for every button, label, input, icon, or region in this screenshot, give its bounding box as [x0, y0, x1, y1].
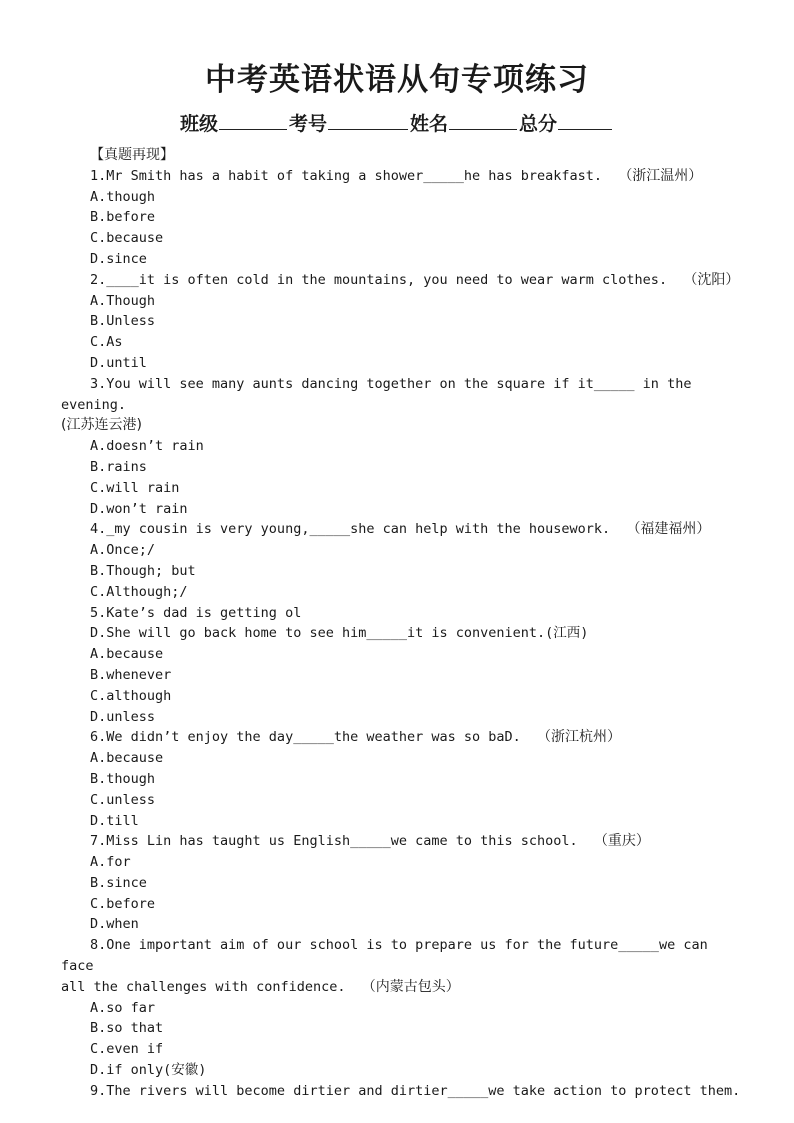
- option: C.As: [90, 334, 123, 351]
- score-blank[interactable]: [558, 111, 612, 130]
- option: C.although: [90, 687, 172, 704]
- question-stem: 4._my cousin is very young,_____she can help with the housework.: [90, 521, 627, 538]
- option: C.will rain: [90, 479, 180, 496]
- question-5: 5.Kate’s dad is getting ol: [90, 604, 302, 621]
- question-1: [61, 166, 741, 187]
- question-source: （浙江温州）: [618, 167, 703, 184]
- option: A.so far: [90, 999, 156, 1016]
- student-info-line: [0, 110, 794, 138]
- name-blank[interactable]: [449, 111, 517, 130]
- option: D.unless: [90, 708, 156, 725]
- question-8: [61, 935, 741, 977]
- option: C.before: [90, 895, 156, 912]
- question-stem: 2.____it is often cold in the mountains, you need to wear warm clothes.: [90, 271, 684, 288]
- question-stem: 7.Miss Lin has taught us English_____we came to this school.: [90, 833, 594, 850]
- option: A.Once;/: [90, 542, 156, 559]
- exam-no-blank[interactable]: [328, 111, 408, 130]
- option: B.Unless: [90, 313, 156, 330]
- page-title: 中考英语状语从句专项练习: [205, 62, 589, 98]
- option: A.Though: [90, 292, 156, 309]
- option: A.doesn’t rain: [90, 438, 204, 455]
- option: D.won’t rain: [90, 500, 188, 517]
- option: B.whenever: [90, 666, 172, 683]
- question-6: [61, 727, 741, 748]
- question-2: [61, 270, 741, 291]
- option: C.because: [90, 230, 164, 247]
- class-label: 班级: [179, 113, 218, 135]
- option: A.because: [90, 750, 164, 767]
- question-source: （重庆）: [593, 833, 650, 850]
- name-label: 姓名: [410, 113, 449, 135]
- option: D.when: [90, 916, 139, 933]
- option: D.until: [90, 354, 147, 371]
- option: B.rains: [90, 458, 147, 475]
- option: C.even if: [90, 1041, 164, 1058]
- question-source: （浙江杭州）: [537, 729, 622, 746]
- question-source: （福建福州）: [626, 521, 711, 538]
- question-4: [61, 519, 741, 540]
- question-stem: 8.One important aim of our school is to prepare us for the future_____we can face: [61, 937, 716, 975]
- option: B.though: [90, 770, 156, 787]
- section-title: 【真题再现】: [90, 147, 174, 163]
- class-blank[interactable]: [219, 111, 287, 130]
- exam-no-label: 考号: [288, 113, 327, 135]
- option: A.because: [90, 646, 164, 663]
- question-stem-continued: all the challenges with confidence.: [61, 978, 362, 995]
- question-stem: 9.The rivers will become dirtier and dirtier_____we take action to protect them.: [90, 1082, 741, 1099]
- option: B.Though; but: [90, 562, 196, 579]
- option: C.Although;/: [90, 583, 188, 600]
- option: D.if only(安徽): [90, 1062, 207, 1079]
- option: C.unless: [90, 791, 156, 808]
- question-source: （沈阳）: [683, 271, 740, 288]
- question-9: [61, 1081, 741, 1102]
- option: A.though: [90, 188, 156, 205]
- score-label: 总分: [519, 113, 558, 135]
- question-source: （内蒙古包头）: [361, 978, 460, 995]
- option: D.She will go back home to see him_____it is convenient.(江西): [90, 625, 589, 642]
- question-stem: 1.Mr Smith has a habit of taking a shower_____he has breakfast.: [90, 167, 619, 184]
- question-stem: 6.We didn’t enjoy the day_____the weather was so baD.: [90, 729, 538, 746]
- option: A.for: [90, 854, 131, 871]
- question-3: [61, 374, 741, 416]
- option: B.so that: [90, 1020, 164, 1037]
- option: B.since: [90, 874, 147, 891]
- question-continuation: [61, 977, 741, 998]
- option: D.since: [90, 250, 147, 267]
- question-source: (江苏连云港): [61, 417, 142, 434]
- option: D.till: [90, 812, 139, 829]
- question-list: [61, 145, 741, 1102]
- question-7: [61, 831, 741, 852]
- question-stem: 3.You will see many aunts dancing together on the square if it_____ in the evening.: [61, 375, 700, 413]
- option: B.before: [90, 209, 156, 226]
